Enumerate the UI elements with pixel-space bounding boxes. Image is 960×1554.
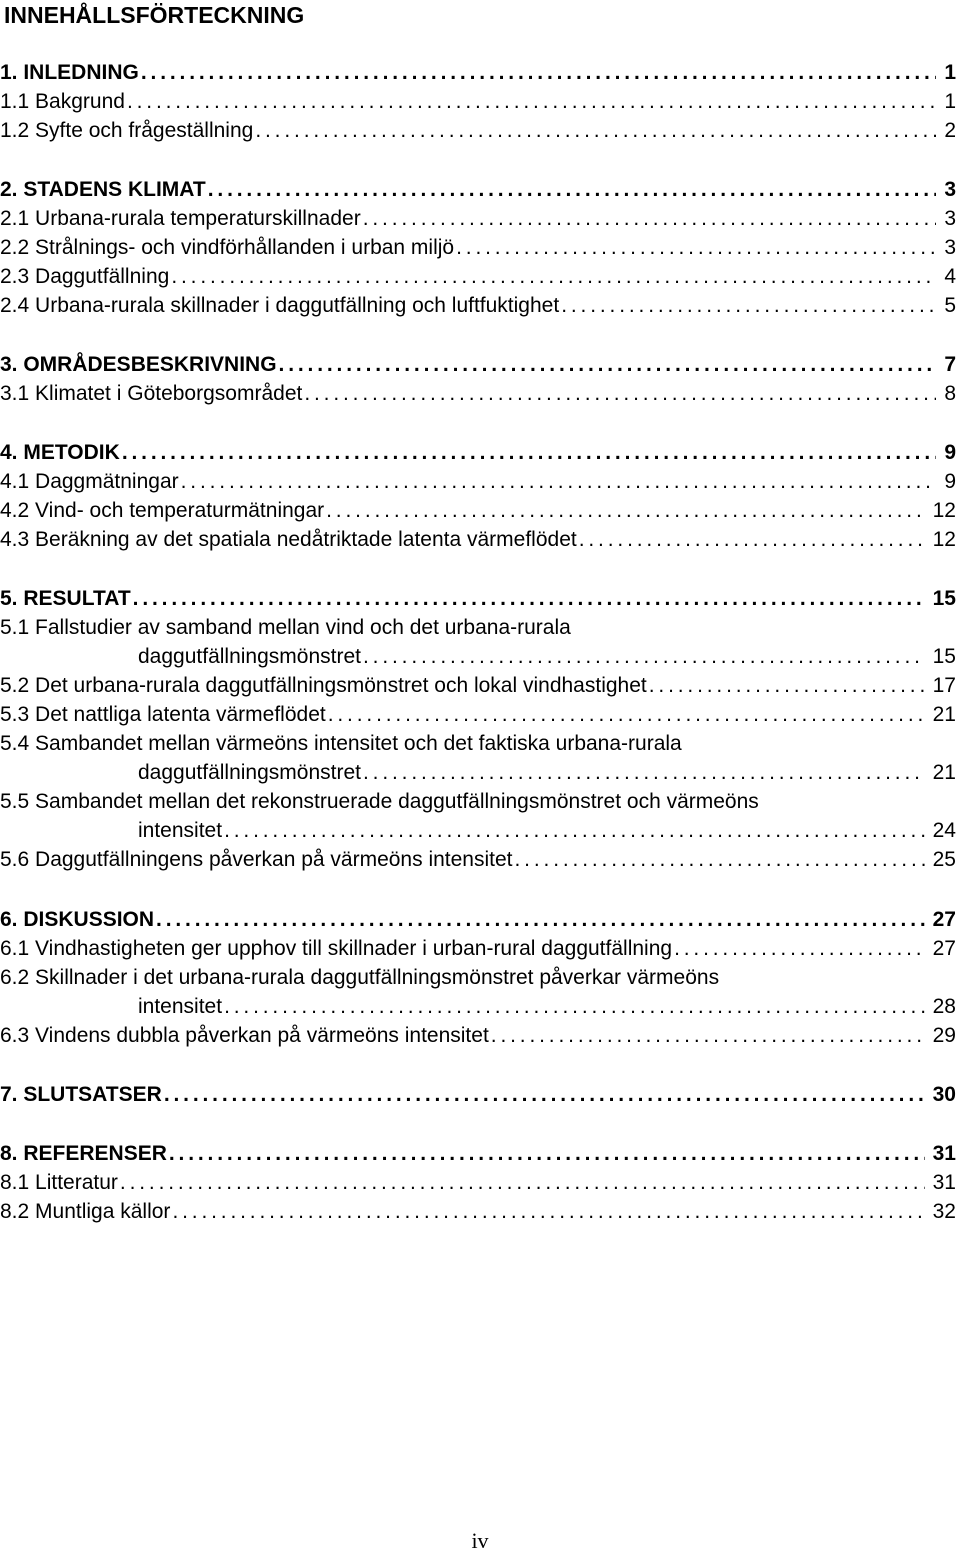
toc-dot-leader (304, 379, 936, 408)
toc-section-entry (0, 845, 956, 874)
toc-dot-leader (363, 204, 937, 233)
toc-dot-leader (141, 58, 937, 87)
toc-entry-title: Sambandet mellan värmeöns intensitet och det faktiska urbana-rurala (29, 732, 682, 755)
toc-entry-title: REFERENSER (17, 1142, 167, 1165)
toc-entry-number: 5.5 (0, 790, 30, 813)
toc-chapter-entry (0, 438, 956, 467)
toc-entry-title: Urbana-rurala skillnader i daggutfällning och luftfuktighet (29, 294, 560, 317)
toc-dot-leader (456, 233, 936, 262)
page-number: iv (471, 1528, 489, 1553)
toc-entry-number: 6.2 (0, 966, 30, 989)
toc-chapter-entry (0, 584, 956, 613)
toc-section-entry (0, 116, 956, 145)
toc-dot-leader (172, 1197, 924, 1226)
toc-entry-title-continuation: daggutfällningsmönstret (138, 761, 361, 784)
toc-entry-number: 3. (0, 353, 18, 376)
toc-entry-title: Bakgrund (29, 90, 125, 113)
toc-dot-leader (127, 87, 937, 116)
toc-page-number: 3 (938, 178, 956, 201)
toc-entry-continuation (138, 642, 956, 671)
toc-dot-leader (208, 175, 937, 204)
toc-entry-title: Fallstudier av samband mellan vind och det urbana-rurala (29, 616, 571, 639)
toc-page-number: 27 (926, 937, 956, 960)
toc-page-number: 30 (926, 1083, 956, 1106)
toc-entry-number: 6.3 (0, 1024, 30, 1047)
toc-section-entry (0, 525, 956, 554)
toc-entry-number: 5.1 (0, 616, 30, 639)
toc-page-number: 12 (926, 499, 956, 522)
toc-chapter-entry (0, 1139, 956, 1168)
toc-dot-leader (156, 905, 925, 934)
toc-page-number: 5 (938, 294, 956, 317)
toc-entry-continuation (138, 992, 956, 1021)
toc-dot-leader (224, 816, 925, 845)
toc-dot-leader (169, 1139, 925, 1168)
toc-entry-number: 5.2 (0, 674, 30, 697)
toc-entry-title: Vind- och temperaturmätningar (29, 499, 325, 522)
toc-section-entry (0, 262, 956, 291)
toc-entry-number: 1.1 (0, 90, 30, 113)
toc-entry-number: 2.1 (0, 207, 30, 230)
toc-dot-leader (328, 700, 925, 729)
toc-entry-title: Det nattliga latenta värmeflödet (29, 703, 326, 726)
page-title: INNEHÅLLSFÖRTECKNING (4, 2, 305, 28)
toc-page-number: 1 (938, 61, 956, 84)
toc-entry-title: Muntliga källor (29, 1200, 171, 1223)
toc-entry-title: INLEDNING (17, 61, 139, 84)
toc-page-number: 28 (926, 995, 956, 1018)
toc-section-entry (0, 963, 956, 992)
toc-page-number: 15 (926, 587, 956, 610)
toc-entry-number: 4.2 (0, 499, 30, 522)
toc-entry-title: SLUTSATSER (17, 1083, 162, 1106)
toc-section-entry (0, 467, 956, 496)
toc-chapter-entry (0, 58, 956, 87)
toc-entry-title: Vindens dubbla påverkan på värmeöns intensitet (29, 1024, 489, 1047)
toc-entry-title: Beräkning av det spatiala nedåtriktade latenta värmeflödet (29, 528, 577, 551)
toc-entry-number: 8.2 (0, 1200, 30, 1223)
toc-entry-title: Skillnader i det urbana-rurala daggutfällningsmönstret påverkar värmeöns (29, 966, 720, 989)
toc-entry-continuation (138, 816, 956, 845)
toc-page-number: 7 (938, 353, 956, 376)
toc-chapter-entry (0, 1080, 956, 1109)
toc-entry-number: 4. (0, 441, 18, 464)
toc-entry-title: OMRÅDESBESKRIVNING (17, 353, 277, 376)
toc-section-entry (0, 379, 956, 408)
toc-entry-number: 1.2 (0, 119, 30, 142)
toc-dot-leader (279, 350, 937, 379)
toc-entry-number: 2.2 (0, 236, 30, 259)
toc-page-number: 15 (926, 645, 956, 668)
toc-chapter-entry (0, 905, 956, 934)
toc-page-number: 31 (926, 1171, 956, 1194)
toc-dot-leader (133, 584, 925, 613)
toc-entry-number: 5.3 (0, 703, 30, 726)
toc-section-entry (0, 700, 956, 729)
toc-entry-title: Det urbana-rurala daggutfällningsmönstret och lokal vindhastighet (29, 674, 647, 697)
toc-entry-number: 2. (0, 178, 18, 201)
toc-entry-title: RESULTAT (17, 587, 131, 610)
toc-dot-leader (363, 642, 925, 671)
toc-entry-number: 5. (0, 587, 18, 610)
toc-entry-number: 4.1 (0, 470, 30, 493)
toc-entry-title: Sambandet mellan det rekonstruerade daggutfällningsmönstret och värmeöns (29, 790, 759, 813)
toc-dot-leader (326, 496, 925, 525)
toc-page-number: 25 (926, 848, 956, 871)
toc-page-number: 21 (926, 761, 956, 784)
toc-entry-number: 5.4 (0, 732, 30, 755)
toc-page-number: 9 (938, 441, 956, 464)
toc-page-number: 21 (926, 703, 956, 726)
toc-page-number: 3 (938, 236, 956, 259)
toc-page-number: 17 (926, 674, 956, 697)
toc-entry-title: Daggutfällningens påverkan på värmeöns intensitet (29, 848, 513, 871)
toc-dot-leader (181, 467, 937, 496)
toc-dot-leader (255, 116, 936, 145)
toc-section-entry (0, 1168, 956, 1197)
toc-page-number: 1 (938, 90, 956, 113)
toc-section-entry (0, 671, 956, 700)
toc-page-number: 9 (938, 470, 956, 493)
toc-page-number: 4 (938, 265, 956, 288)
toc-dot-leader (363, 758, 925, 787)
toc-section-entry (0, 291, 956, 320)
toc-entry-title: Strålnings- och vindförhållanden i urban miljö (29, 236, 455, 259)
toc-dot-leader (122, 438, 937, 467)
toc-entry-title: DISKUSSION (17, 908, 155, 931)
toc-section-entry (0, 729, 956, 758)
toc-dot-leader (491, 1021, 925, 1050)
toc-entry-number: 3.1 (0, 382, 30, 405)
toc-chapter-entry (0, 175, 956, 204)
toc-entry-number: 6. (0, 908, 18, 931)
toc-section-entry (0, 496, 956, 525)
toc-page-number: 31 (926, 1142, 956, 1165)
toc-entry-number: 2.4 (0, 294, 30, 317)
toc-dot-leader (515, 845, 925, 874)
toc-entry-title: Vindhastigheten ger upphov till skillnader i urban-rural daggutfällning (29, 937, 673, 960)
toc-entry-title: Litteratur (29, 1171, 118, 1194)
toc-dot-leader (171, 262, 936, 291)
toc-section-entry (0, 233, 956, 262)
toc-chapter-entry (0, 350, 956, 379)
toc-entry-title: STADENS KLIMAT (17, 178, 206, 201)
toc-page-number: 2 (938, 119, 956, 142)
toc-entry-title: METODIK (17, 441, 120, 464)
toc-entry-number: 5.6 (0, 848, 30, 871)
toc-entry-title: Syfte och frågeställning (29, 119, 254, 142)
toc-entry-number: 4.3 (0, 528, 30, 551)
toc-dot-leader (561, 291, 936, 320)
toc-entry-title: Urbana-rurala temperaturskillnader (29, 207, 361, 230)
toc-dot-leader (674, 934, 925, 963)
toc-entry-number: 2.3 (0, 265, 30, 288)
toc-dot-leader (649, 671, 925, 700)
toc-entry-title-continuation: intensitet (138, 995, 223, 1018)
toc-entry-title: Klimatet i Göteborgsområdet (29, 382, 303, 405)
toc-section-entry (0, 87, 956, 116)
toc-page-number: 8 (938, 382, 956, 405)
toc-section-entry (0, 1197, 956, 1226)
toc-page-number: 32 (926, 1200, 956, 1223)
toc-entry-number: 8. (0, 1142, 18, 1165)
toc-page-number: 24 (926, 819, 956, 842)
toc-page-number: 29 (926, 1024, 956, 1047)
toc-dot-leader (120, 1168, 925, 1197)
toc-page-number: 27 (926, 908, 956, 931)
toc-page-number: 3 (938, 207, 956, 230)
toc-section-entry (0, 204, 956, 233)
toc-dot-leader (579, 525, 925, 554)
toc-entry-title-continuation: daggutfällningsmönstret (138, 645, 361, 668)
toc-entry-number: 8.1 (0, 1171, 30, 1194)
toc-dot-leader (224, 992, 925, 1021)
toc-entry-number: 6.1 (0, 937, 30, 960)
toc-dot-leader (164, 1080, 925, 1109)
toc-entry-title: Daggutfällning (29, 265, 170, 288)
toc-page-number: 12 (926, 528, 956, 551)
toc-entry-title-continuation: intensitet (138, 819, 223, 842)
toc-section-entry (0, 787, 956, 816)
toc-entry-number: 7. (0, 1083, 18, 1106)
toc-entry-number: 1. (0, 61, 18, 84)
toc-entry-continuation (138, 758, 956, 787)
toc-section-entry (0, 934, 956, 963)
toc-section-entry (0, 613, 956, 642)
toc-entry-title: Daggmätningar (29, 470, 179, 493)
toc-section-entry (0, 1021, 956, 1050)
